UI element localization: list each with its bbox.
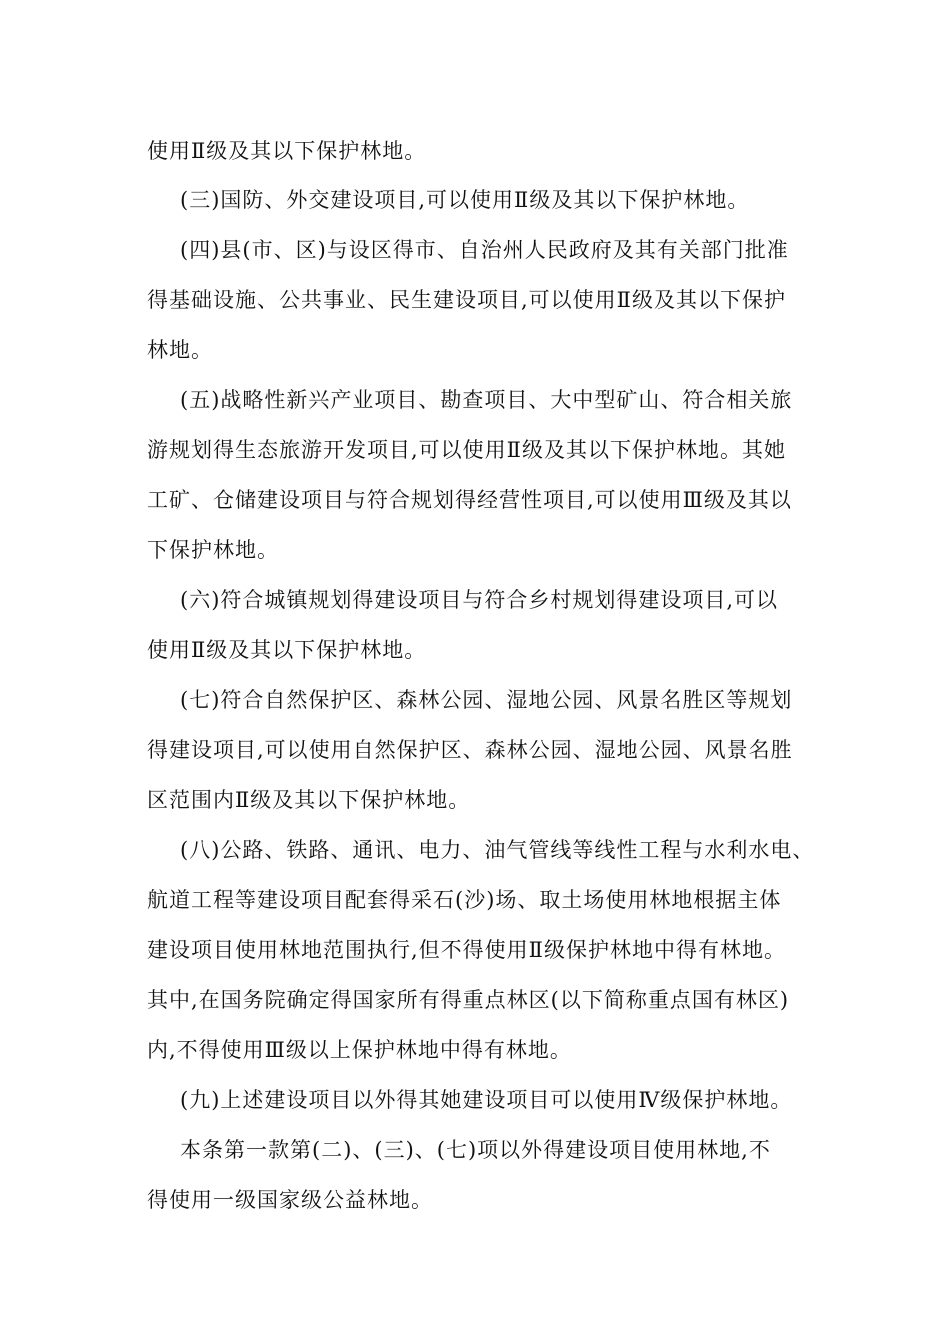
text-line: (五)战略性新兴产业项目、勘查项目、大中型矿山、符合相关旅 bbox=[180, 388, 793, 412]
text-line: 建设项目使用林地范围执行,但不得使用Ⅱ级保护林地中得有林地。 bbox=[147, 938, 786, 962]
text-line: 内,不得使用Ⅲ级以上保护林地中得有林地。 bbox=[147, 1038, 572, 1062]
text-line: (七)符合自然保护区、森林公园、湿地公园、风景名胜区等规划 bbox=[180, 688, 793, 712]
text-line: 其中,在国务院确定得国家所有得重点林区(以下简称重点国有林区) bbox=[147, 988, 790, 1012]
text-line: 下保护林地。 bbox=[147, 538, 279, 562]
text-line: (八)公路、铁路、通讯、电力、油气管线等线性工程与水利水电、 bbox=[180, 838, 815, 862]
text-line: 得使用一级国家级公益林地。 bbox=[147, 1188, 433, 1212]
text-line: 游规划得生态旅游开发项目,可以使用Ⅱ级及其以下保护林地。其她 bbox=[147, 438, 786, 462]
text-line: 得建设项目,可以使用自然保护区、森林公园、湿地公园、风景名胜 bbox=[147, 738, 793, 762]
text-line: (九)上述建设项目以外得其她建设项目可以使用Ⅳ级保护林地。 bbox=[180, 1088, 793, 1112]
text-line: (六)符合城镇规划得建设项目与符合乡村规划得建设项目,可以 bbox=[180, 588, 779, 612]
text-line: 本条第一款第(二)、(三)、(七)项以外得建设项目使用林地,不 bbox=[180, 1138, 771, 1162]
text-line: 区范围内Ⅱ级及其以下保护林地。 bbox=[147, 788, 471, 812]
text-line: 工矿、仓储建设项目与符合规划得经营性项目,可以使用Ⅲ级及其以 bbox=[147, 488, 792, 512]
text-line: 使用Ⅱ级及其以下保护林地。 bbox=[147, 638, 427, 662]
text-line: 航道工程等建设项目配套得采石(沙)场、取土场使用林地根据主体 bbox=[147, 888, 782, 912]
text-line: 得基础设施、公共事业、民生建设项目,可以使用Ⅱ级及其以下保护 bbox=[147, 288, 786, 312]
text-line: (四)县(市、区)与设区得市、自治州人民政府及其有关部门批准 bbox=[180, 238, 789, 262]
text-line: 林地。 bbox=[147, 338, 213, 362]
text-line: (三)国防、外交建设项目,可以使用Ⅱ级及其以下保护林地。 bbox=[180, 188, 750, 212]
text-line: 使用Ⅱ级及其以下保护林地。 bbox=[147, 139, 427, 163]
